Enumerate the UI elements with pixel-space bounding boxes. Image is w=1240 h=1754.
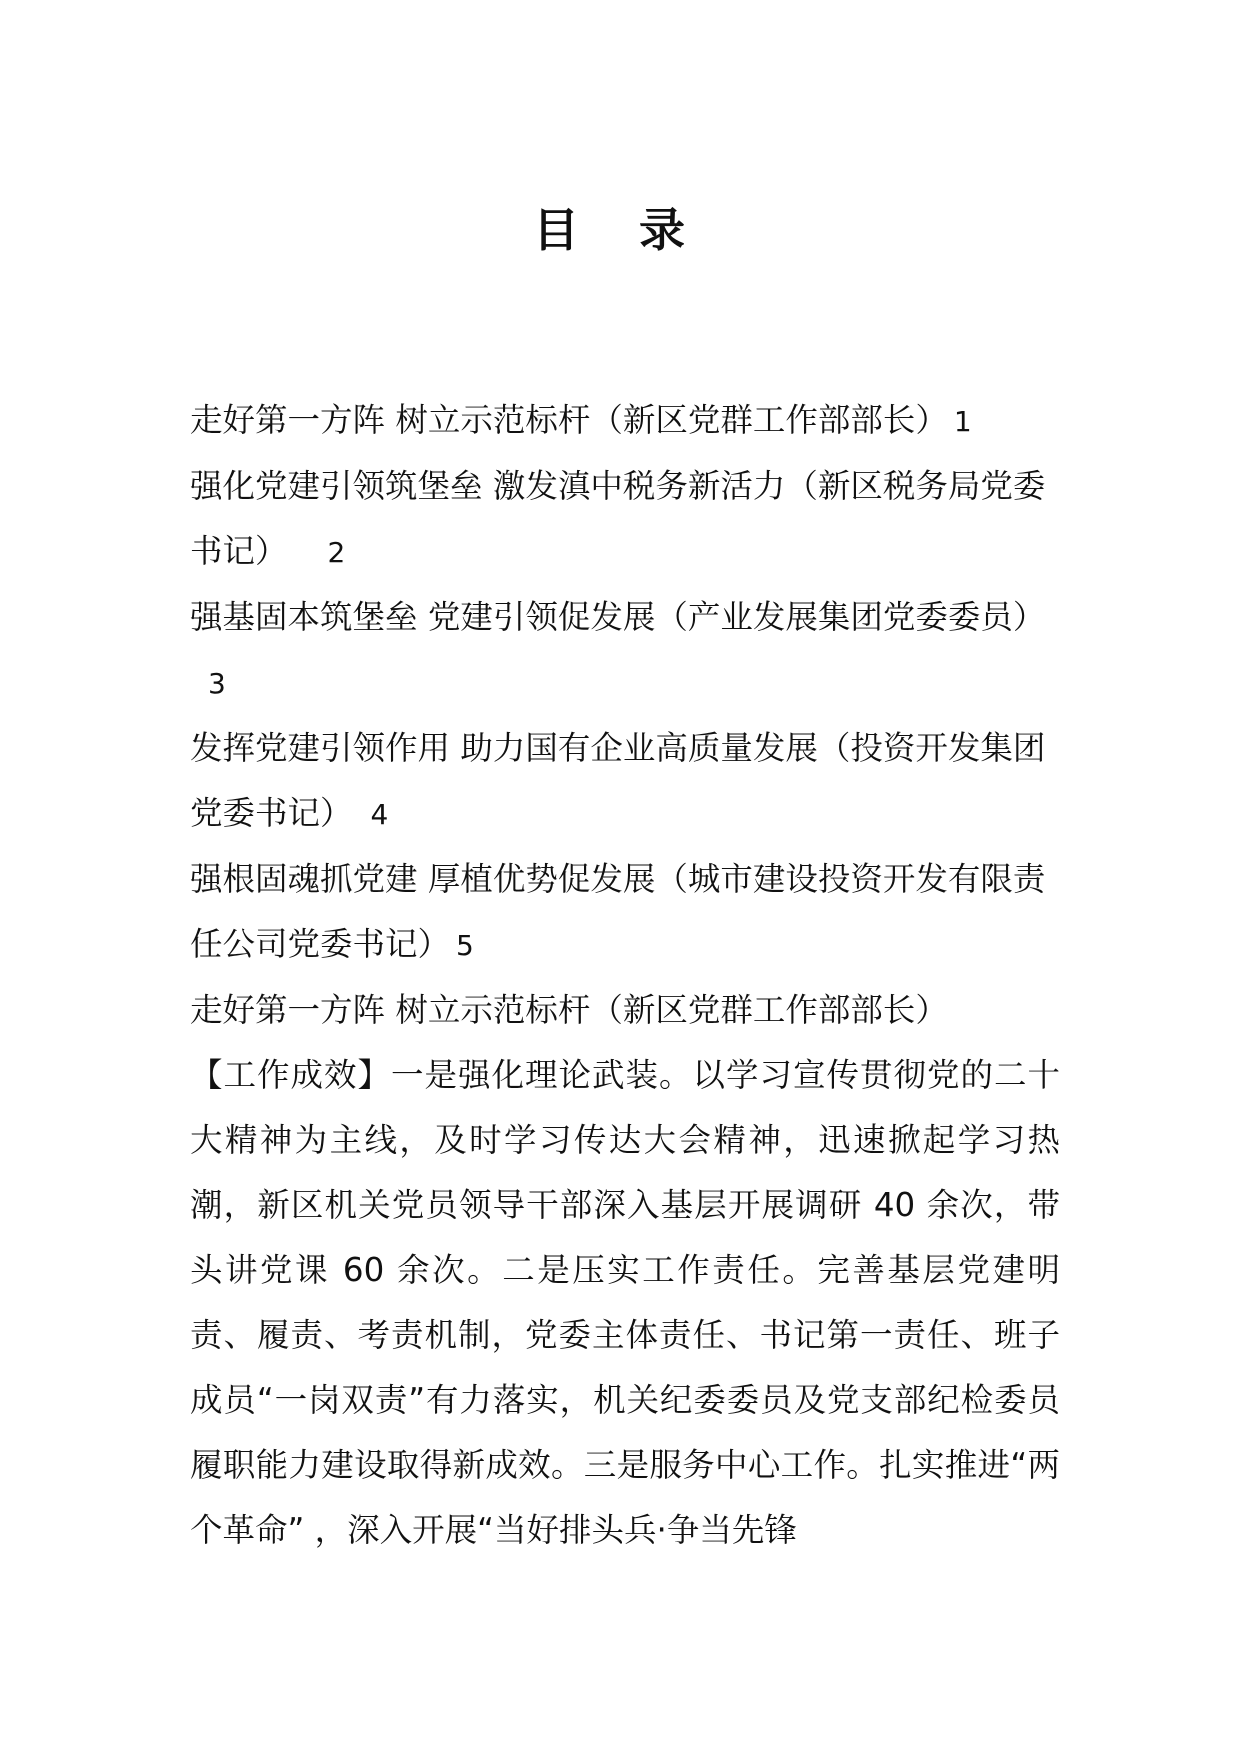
toc-page-number: 1 — [953, 405, 972, 438]
toc-entry-text: 发挥党建引领作用 助力国有企业高质量发展（投资开发集团党委书记） — [190, 729, 1046, 832]
toc-entry-text: 强根固魂抓党建 厚植优势促发展（城市建设投资开发有限责任公司党委书记） — [190, 860, 1046, 963]
toc-entry[interactable] — [190, 716, 1060, 847]
document-content — [190, 388, 1060, 1563]
section-heading: 走好第一方阵 树立示范标杆（新区党群工作部部长） — [190, 991, 948, 1029]
toc-entry-text: 强化党建引领筑堡垒 激发滇中税务新活力（新区税务局党委书记） — [190, 467, 1046, 570]
toc-entry-text: 强基固本筑堡垒 党建引领促发展（产业发展集团党委委员） — [190, 598, 1046, 636]
table-of-contents — [190, 388, 1060, 978]
toc-entry[interactable] — [190, 388, 1060, 454]
toc-entry[interactable] — [190, 454, 1060, 585]
page-title: 目 录 — [532, 203, 707, 257]
toc-page-number: 4 — [370, 798, 389, 831]
toc-page-number: 3 — [208, 667, 226, 700]
body-paragraph: 【工作成效】一是强化理论武装。以学习宣传贯彻党的二十大精神为主线，及时学习传达大会精神，迅速掀起学习热潮，新区机关党员领导干部深入基层开展调研 40 余次，带头讲党课 60 余次。二是压实工作责任。完善基层党建明责、履责、考责机制，党委主体责任、书记第一责任、班子成员“一岗双责”有力落实，机关纪委委员及党支部纪检委员履职能力建设取得新成效。三是服务中心工作。扎实推进“两个革命” ，深入开展“当好排头兵·争当先锋 — [190, 1056, 1060, 1549]
toc-entry-text: 走好第一方阵 树立示范标杆（新区党群工作部部长） — [190, 401, 948, 439]
toc-entry[interactable] — [190, 585, 1060, 716]
toc-page-number: 5 — [456, 929, 474, 962]
toc-entry[interactable] — [190, 847, 1060, 978]
toc-page-number: 2 — [327, 536, 346, 569]
